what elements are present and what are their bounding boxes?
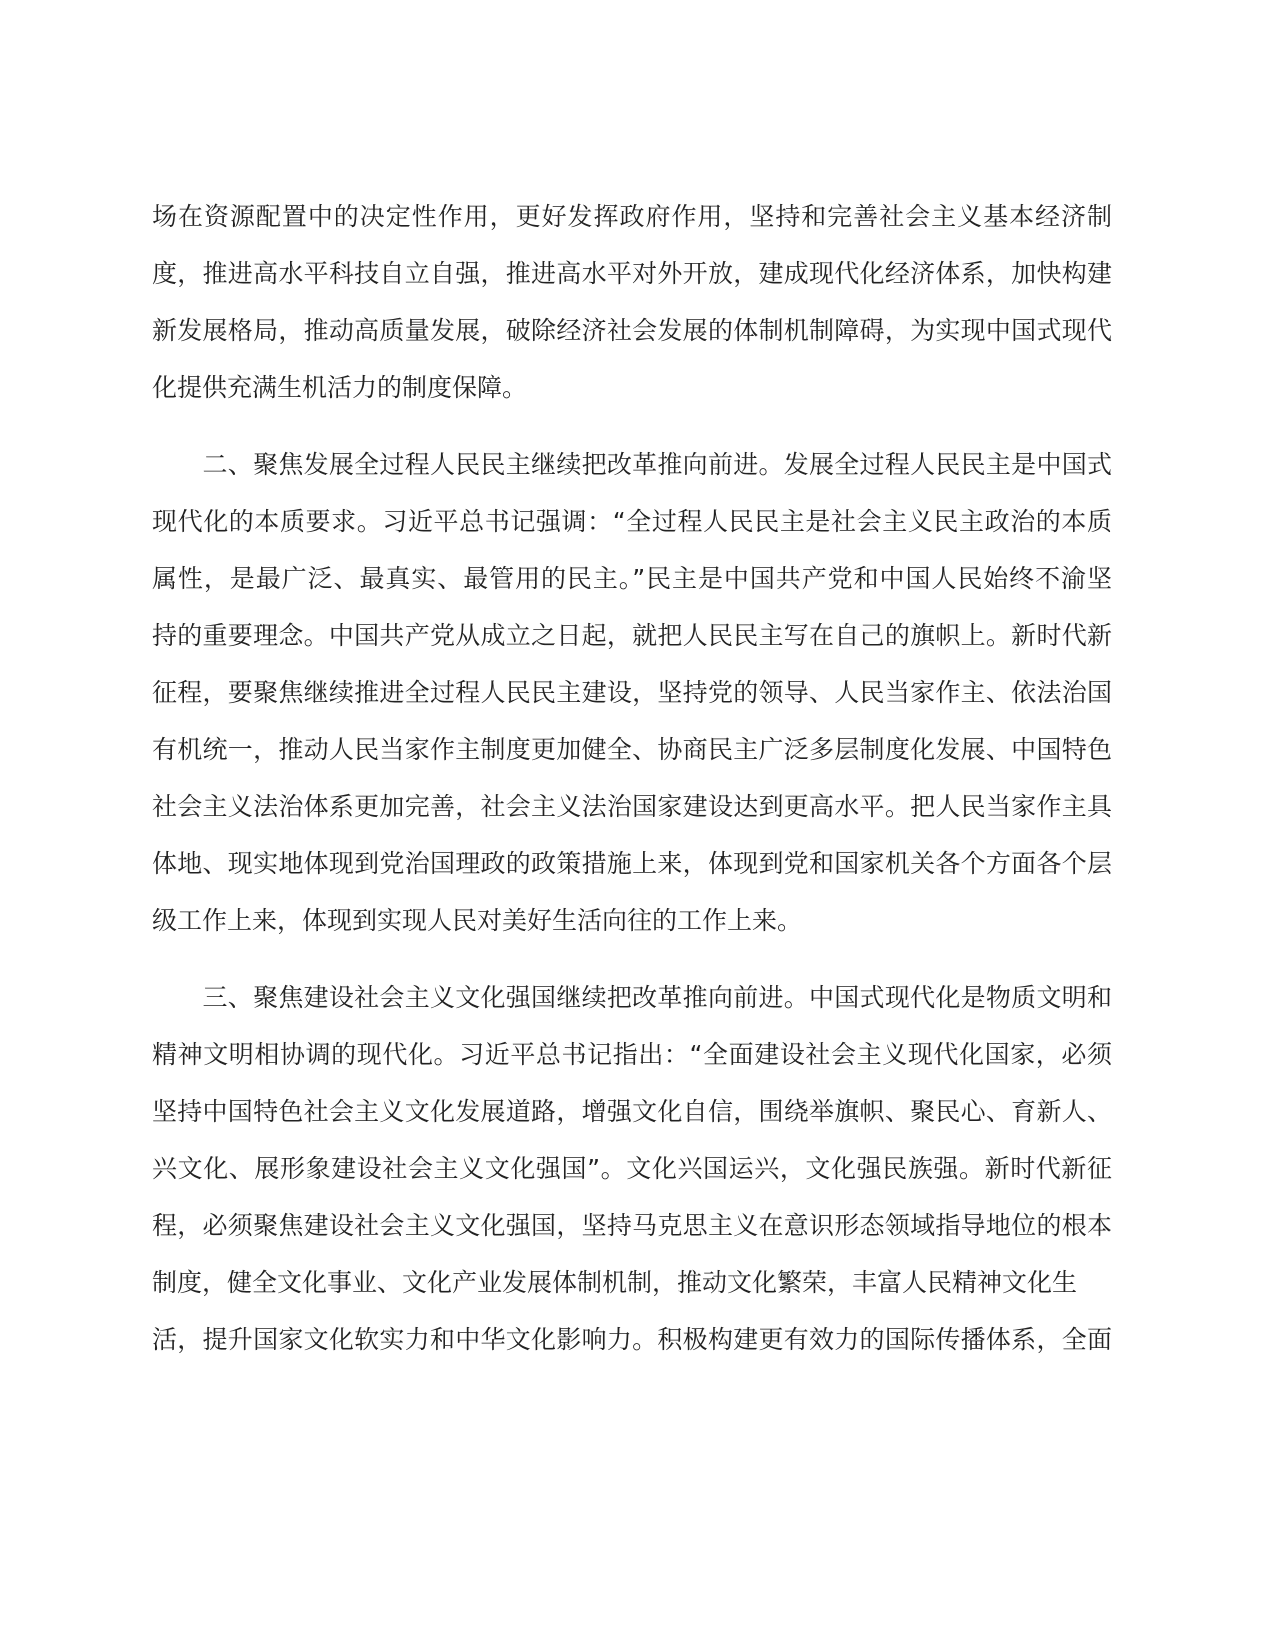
text-line: 兴文化、展形象建设社会主义文化强国”。文化兴国运兴，文化强民族强。新时代新征 — [152, 1154, 1112, 1183]
text-line: 坚持中国特色社会主义文化发展道路，增强文化自信，围绕举旗帜、聚民心、育新人、 — [152, 1097, 1112, 1126]
text-line: 体地、现实地体现到党治国理政的政策措施上来，体现到党和国家机关各个方面各个层 — [152, 849, 1112, 878]
paragraph-continuation — [152, 188, 1112, 416]
paragraph-gap — [152, 416, 1112, 436]
text-line: 属性，是最广泛、最真实、最管用的民主。”民主是中国共产党和中国人民始终不渝坚 — [152, 564, 1112, 593]
text-line: 程，必须聚焦建设社会主义文化强国，坚持马克思主义在意识形态领域指导地位的根本 — [152, 1211, 1112, 1240]
paragraph-three — [152, 969, 1112, 1368]
text-line: 三、聚焦建设社会主义文化强国继续把改革推向前进。中国式现代化是物质文明和 — [152, 983, 1112, 1012]
text-line: 现代化的本质要求。习近平总书记强调：“全过程人民民主是社会主义民主政治的本质 — [152, 507, 1112, 536]
text-line: 征程，要聚焦继续推进全过程人民民主建设，坚持党的领导、人民当家作主、依法治国 — [152, 678, 1112, 707]
text-line: 社会主义法治体系更加完善，社会主义法治国家建设达到更高水平。把人民当家作主具 — [152, 792, 1112, 821]
body-text — [152, 188, 1112, 1368]
text-line: 新发展格局，推动高质量发展，破除经济社会发展的体制机制障碍，为实现中国式现代 — [152, 316, 1112, 345]
text-line: 持的重要理念。中国共产党从成立之日起，就把人民民主写在自己的旗帜上。新时代新 — [152, 621, 1112, 650]
text-line: 级工作上来，体现到实现人民对美好生活向往的工作上来。 — [152, 906, 803, 935]
text-line: 精神文明相协调的现代化。习近平总书记指出：“全面建设社会主义现代化国家，必须 — [152, 1040, 1112, 1069]
text-line: 二、聚焦发展全过程人民民主继续把改革推向前进。发展全过程人民民主是中国式 — [152, 450, 1112, 479]
text-line: 化提供充满生机活力的制度保障。 — [152, 373, 528, 402]
paragraph-two — [152, 436, 1112, 949]
text-line: 有机统一，推动人民当家作主制度更加健全、协商民主广泛多层制度化发展、中国特色 — [152, 735, 1112, 764]
text-line: 度，推进高水平科技自立自强，推进高水平对外开放，建成现代化经济体系，加快构建 — [152, 259, 1112, 288]
text-line: 活，提升国家文化软实力和中华文化影响力。积极构建更有效力的国际传播体系，全面 — [152, 1325, 1112, 1354]
paragraph-gap — [152, 949, 1112, 969]
text-line: 场在资源配置中的决定性作用，更好发挥政府作用，坚持和完善社会主义基本经济制 — [152, 202, 1112, 231]
text-line: 制度，健全文化事业、文化产业发展体制机制，推动文化繁荣，丰富人民精神文化生 — [152, 1268, 1078, 1297]
